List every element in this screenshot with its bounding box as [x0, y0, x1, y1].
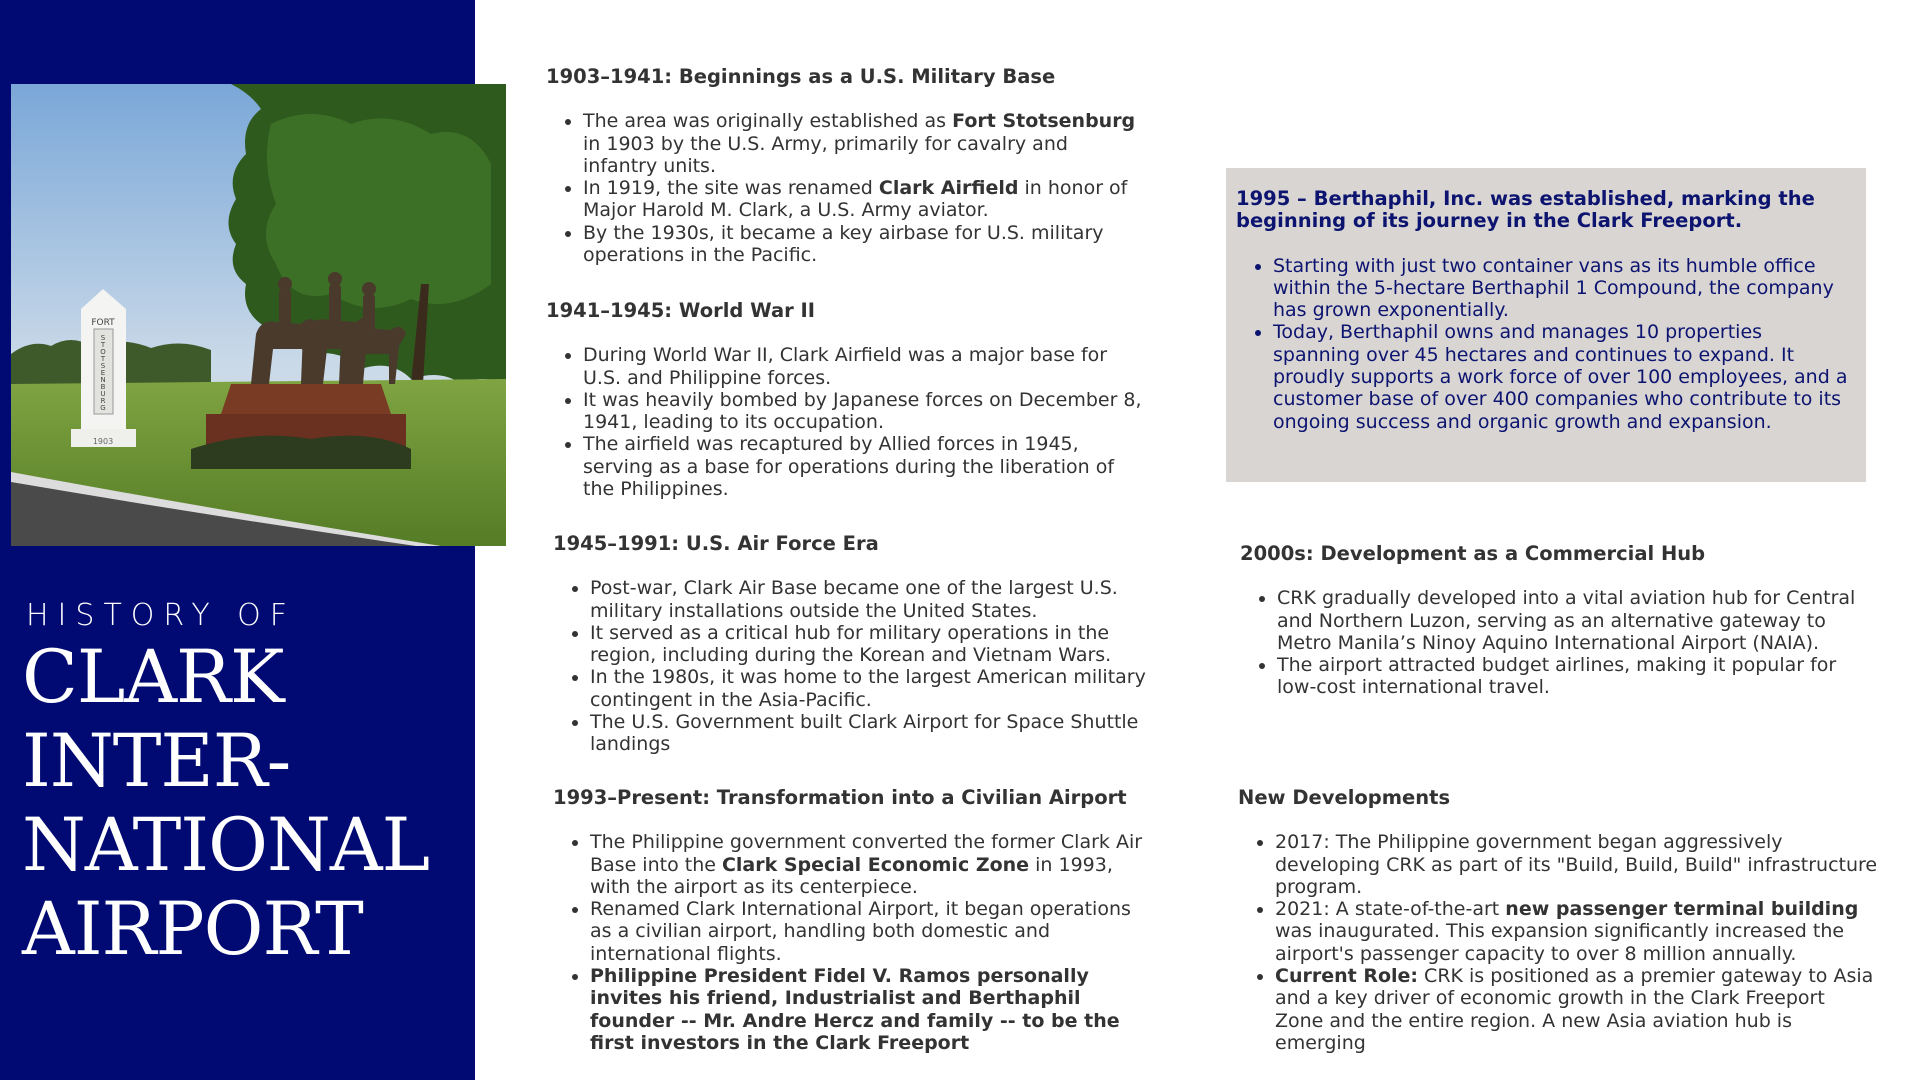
list-item: • During World War II, Clark Airfield was a major base for U.S. and Philippine forces.: [583, 344, 1146, 389]
section-1945-1991: [553, 533, 1153, 756]
section-new-developments: [1238, 787, 1878, 1054]
title-kicker: HISTORY OF: [26, 598, 297, 633]
section-1995: [1236, 188, 1848, 433]
section-1941-1945: [546, 300, 1146, 500]
section-heading: 1945–1991: U.S. Air Force Era: [553, 532, 879, 555]
title-line: AIRPORT: [22, 887, 363, 972]
bullet-list: [546, 110, 1146, 266]
monument-letter: O: [100, 348, 106, 356]
bullet-list: [1236, 255, 1848, 433]
list-item: • 2021: A state-of-the-art new passenger terminal building was inaugurated. This expansion significantly increased the airport's passenger capacity to over 8 million annually.: [1275, 898, 1878, 965]
monument-letter: U: [100, 390, 106, 398]
list-item: • Renamed Clark International Airport, it began operations as a civilian airport, handling both domestic and international flights.: [590, 898, 1153, 965]
section-heading: 2000s: Development as a Commercial Hub: [1240, 542, 1706, 565]
list-item: • 2017: The Philippine government began aggressively developing CRK as part of its "Build, Build, Build" infrastructure program.: [1275, 831, 1878, 898]
monument-letter: T: [100, 355, 106, 363]
section-1903-1941: [546, 66, 1146, 266]
monument-letter: S: [100, 362, 106, 370]
list-item: • The airfield was recaptured by Allied forces in 1945, serving as a base for operations during the liberation of the Philippines.: [583, 433, 1146, 500]
list-item: • It was heavily bombed by Japanese forces on December 8, 1941, leading to its occupation.: [583, 389, 1146, 434]
section-heading: 1903–1941: Beginnings as a U.S. Military Base: [546, 65, 1056, 88]
list-item: • In 1919, the site was renamed Clark Airfield in honor of Major Harold M. Clark, a U.S. Army aviator.: [583, 177, 1146, 222]
list-item: • Current Role: CRK is positioned as a premier gateway to Asia and a key driver of economic growth in the Clark Freeport Zone and the entire region. A new Asia aviation hub is emerging: [1275, 965, 1878, 1054]
monument-letter: S: [100, 334, 106, 342]
title-line: CLARK: [22, 635, 284, 720]
bullet-list: [553, 831, 1153, 1054]
title-line: NATIONAL: [22, 803, 430, 888]
bullet-list: [546, 344, 1146, 500]
monument-photo-illustration: [11, 84, 506, 546]
bullet-list: [1240, 587, 1880, 698]
list-item: • By the 1930s, it became a key airbase for U.S. military operations in the Pacific.: [583, 222, 1146, 267]
list-item: • Today, Berthaphil owns and manages 10 properties spanning over 45 hectares and continues to expand. It proudly supports a work force of over 100 employees, and a customer base of over 400 companies who contribute to its ongoing success and organic growth and expansion.: [1273, 321, 1848, 432]
monument-letter: N: [100, 376, 106, 384]
berthaphil-highlight-box: [1226, 168, 1866, 482]
monument-letter: G: [100, 404, 106, 412]
section-1993-present: [553, 787, 1153, 1054]
bullet-list: [553, 577, 1153, 755]
list-item: • The airport attracted budget airlines, making it popular for low-cost international travel.: [1277, 654, 1880, 699]
list-item: • In the 1980s, it was home to the largest American military contingent in the Asia-Pacific.: [590, 666, 1153, 711]
section-heading: 1995 – Berthaphil, Inc. was established, marking the beginning of its journey in the Clark Freeport.: [1236, 187, 1815, 233]
list-item: • CRK gradually developed into a vital aviation hub for Central and Northern Luzon, serving as an alternative gateway to Metro Manila’s Ninoy Aquino International Airport (NAIA).: [1277, 587, 1880, 654]
list-item: • Starting with just two container vans as its humble office within the 5-hectare Berthaphil 1 Compound, the company has grown exponentially.: [1273, 255, 1848, 322]
monument-letter: E: [100, 369, 106, 377]
monument-letter: R: [100, 397, 106, 405]
monument-photo: [11, 84, 506, 546]
list-item: • It served as a critical hub for military operations in the region, including during the Korean and Vietnam Wars.: [590, 622, 1153, 667]
monument-letter: T: [100, 341, 106, 349]
list-item: • Philippine President Fidel V. Ramos personally invites his friend, Industrialist and Berthaphil founder -- Mr. Andre Hercz and family -- to be the first investors in the Clark Freeport: [590, 965, 1153, 1054]
monument-label: FORT: [91, 318, 115, 328]
section-heading: New Developments: [1238, 786, 1451, 809]
section-heading: 1941–1945: World War II: [546, 299, 816, 322]
list-item: • The U.S. Government built Clark Airport for Space Shuttle landings: [590, 711, 1153, 756]
list-item: • The area was originally established as Fort Stotsenburg in 1903 by the U.S. Army, primarily for cavalry and infantry units.: [583, 110, 1146, 177]
monument-year: 1903: [92, 437, 114, 446]
title-line: INTER-: [22, 719, 291, 804]
page-title: [22, 636, 429, 972]
section-2000s: [1240, 543, 1880, 699]
section-heading: 1993–Present: Transformation into a Civilian Airport: [553, 786, 1127, 809]
monument-letter: B: [100, 383, 106, 391]
list-item: • Post-war, Clark Air Base became one of the largest U.S. military installations outside the United States.: [590, 577, 1153, 622]
bullet-list: [1238, 831, 1878, 1054]
list-item: • The Philippine government converted the former Clark Air Base into the Clark Special Economic Zone in 1993, with the airport as its centerpiece.: [590, 831, 1153, 898]
